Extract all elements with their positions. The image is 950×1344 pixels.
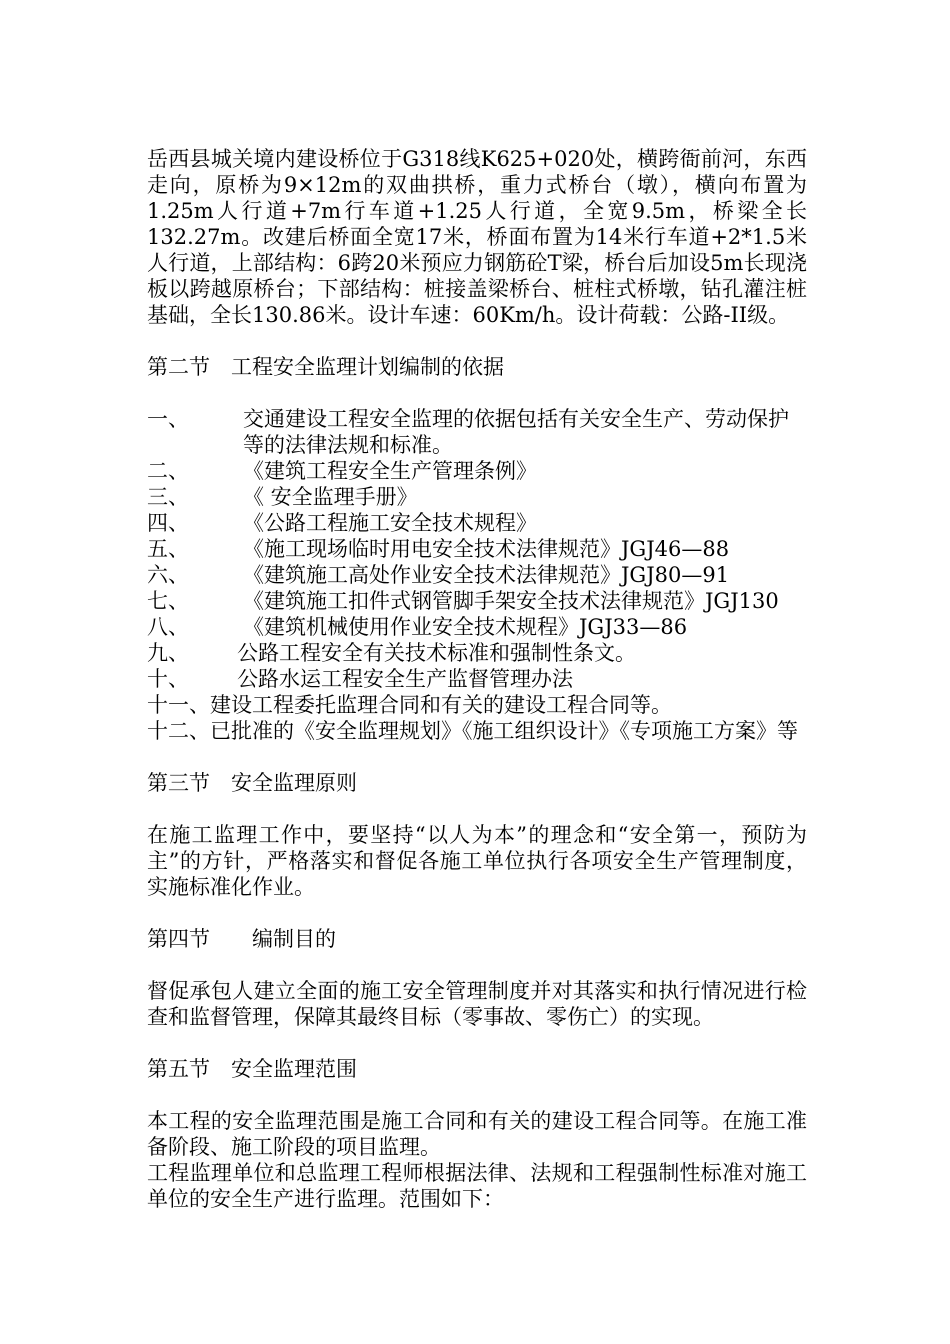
list-item: [147, 510, 807, 536]
list-item-text: 《建筑施工高处作业安全技术法律规范》JGJ80—91: [243, 563, 730, 587]
list-item-text: 《 安全监理手册》: [243, 485, 418, 509]
list-item-text: 建设工程委托监理合同和有关的建设工程合同等。: [210, 693, 672, 717]
spacer: [147, 744, 807, 770]
basis-list: [147, 406, 807, 744]
list-item-number: 十一、: [147, 693, 210, 717]
list-item: [147, 718, 807, 744]
list-item-number: 十、: [147, 667, 189, 691]
spacer: [147, 796, 807, 822]
list-item-number: 一、: [147, 407, 189, 431]
section-5-paragraph-1: 本工程的安全监理范围是施工合同和有关的建设工程合同等。在施工准备阶段、施工阶段的项目监理。: [147, 1109, 807, 1159]
list-item-number: 六、: [147, 563, 189, 587]
document-page: [147, 146, 807, 1212]
list-item-text: 已批准的《安全监理规划》《施工组织设计》《专项施工方案》等: [210, 719, 798, 743]
intro-paragraph: 岳西县城关境内建设桥位于G318线K625+020处，横跨衙前河，东西走向，原桥为9×12m的双曲拱桥，重力式桥台（墩），横向布置为1.25m人行道+7m行车道+1.25人行道，全宽9.5m，桥梁全长132.27m。改建后桥面全宽17米，桥面布置为14米行车道+2*1.5米人行道，上部结构：6跨20米预应力钢筋砼T梁，桥台后加设5m长现浇板以跨越原桥台；下部结构：桩接盖梁桥台、桩柱式桥墩，钻孔灌注桩基础，全长130.86米。设计车速：60Km/h。设计荷载：公路-II级。: [147, 147, 807, 327]
section-5-paragraph-2: 工程监理单位和总监理工程师根据法律、法规和工程强制性标准对施工单位的安全生产进行监理。范围如下：: [147, 1161, 807, 1211]
section-3-paragraph: 在施工监理工作中，要坚持“以人为本”的理念和“安全第一，预防为主”的方针，严格落实和督促各施工单位执行各项安全生产管理制度，实施标准化作业。: [147, 823, 807, 899]
list-item: [147, 692, 807, 718]
list-item: [147, 614, 807, 640]
list-item: [147, 562, 807, 588]
list-item-text: 公路工程安全有关技术标准和强制性条文。: [237, 641, 636, 665]
list-item: [147, 406, 807, 458]
list-item-number: 二、: [147, 459, 189, 483]
list-item-number: 五、: [147, 537, 189, 561]
spacer: [147, 900, 807, 926]
section-2-heading: 第二节 工程安全监理计划编制的依据: [147, 355, 504, 379]
list-item: [147, 484, 807, 510]
list-item-text: 交通建设工程安全监理的依据包括有关安全生产、劳动保护等的法律法规和标准。: [243, 407, 789, 457]
list-item: [147, 588, 807, 614]
spacer: [147, 1030, 807, 1056]
spacer: [147, 1082, 807, 1108]
list-item-text: 《建筑施工扣件式钢管脚手架安全技术法律规范》JGJ130: [243, 589, 779, 613]
list-item-number: 四、: [147, 511, 189, 535]
list-item: [147, 640, 807, 666]
spacer: [147, 952, 807, 978]
list-item-number: 三、: [147, 485, 189, 509]
list-item-number: 八、: [147, 615, 189, 639]
section-4-heading: 第四节 编制目的: [147, 927, 336, 951]
list-item: [147, 536, 807, 562]
list-item-text: 《建筑工程安全生产管理条例》: [243, 459, 537, 483]
spacer: [147, 380, 807, 406]
section-4-paragraph: 督促承包人建立全面的施工安全管理制度并对其落实和执行情况进行检查和监督管理，保障其最终目标（零事故、零伤亡）的实现。: [147, 979, 807, 1029]
list-item-text: 公路水运工程安全生产监督管理办法: [237, 667, 573, 691]
list-item-text: 《施工现场临时用电安全技术法律规范》JGJ46—88: [243, 537, 730, 561]
list-item: [147, 666, 807, 692]
list-item-text: 《公路工程施工安全技术规程》: [243, 511, 537, 535]
list-item: [147, 458, 807, 484]
section-3-heading: 第三节 安全监理原则: [147, 771, 357, 795]
section-5-heading: 第五节 安全监理范围: [147, 1057, 357, 1081]
spacer: [147, 328, 807, 354]
list-item-text: 《建筑机械使用作业安全技术规程》JGJ33—86: [243, 615, 688, 639]
list-item-number: 七、: [147, 589, 189, 613]
list-item-number: 十二、: [147, 719, 210, 743]
list-item-number: 九、: [147, 641, 189, 665]
